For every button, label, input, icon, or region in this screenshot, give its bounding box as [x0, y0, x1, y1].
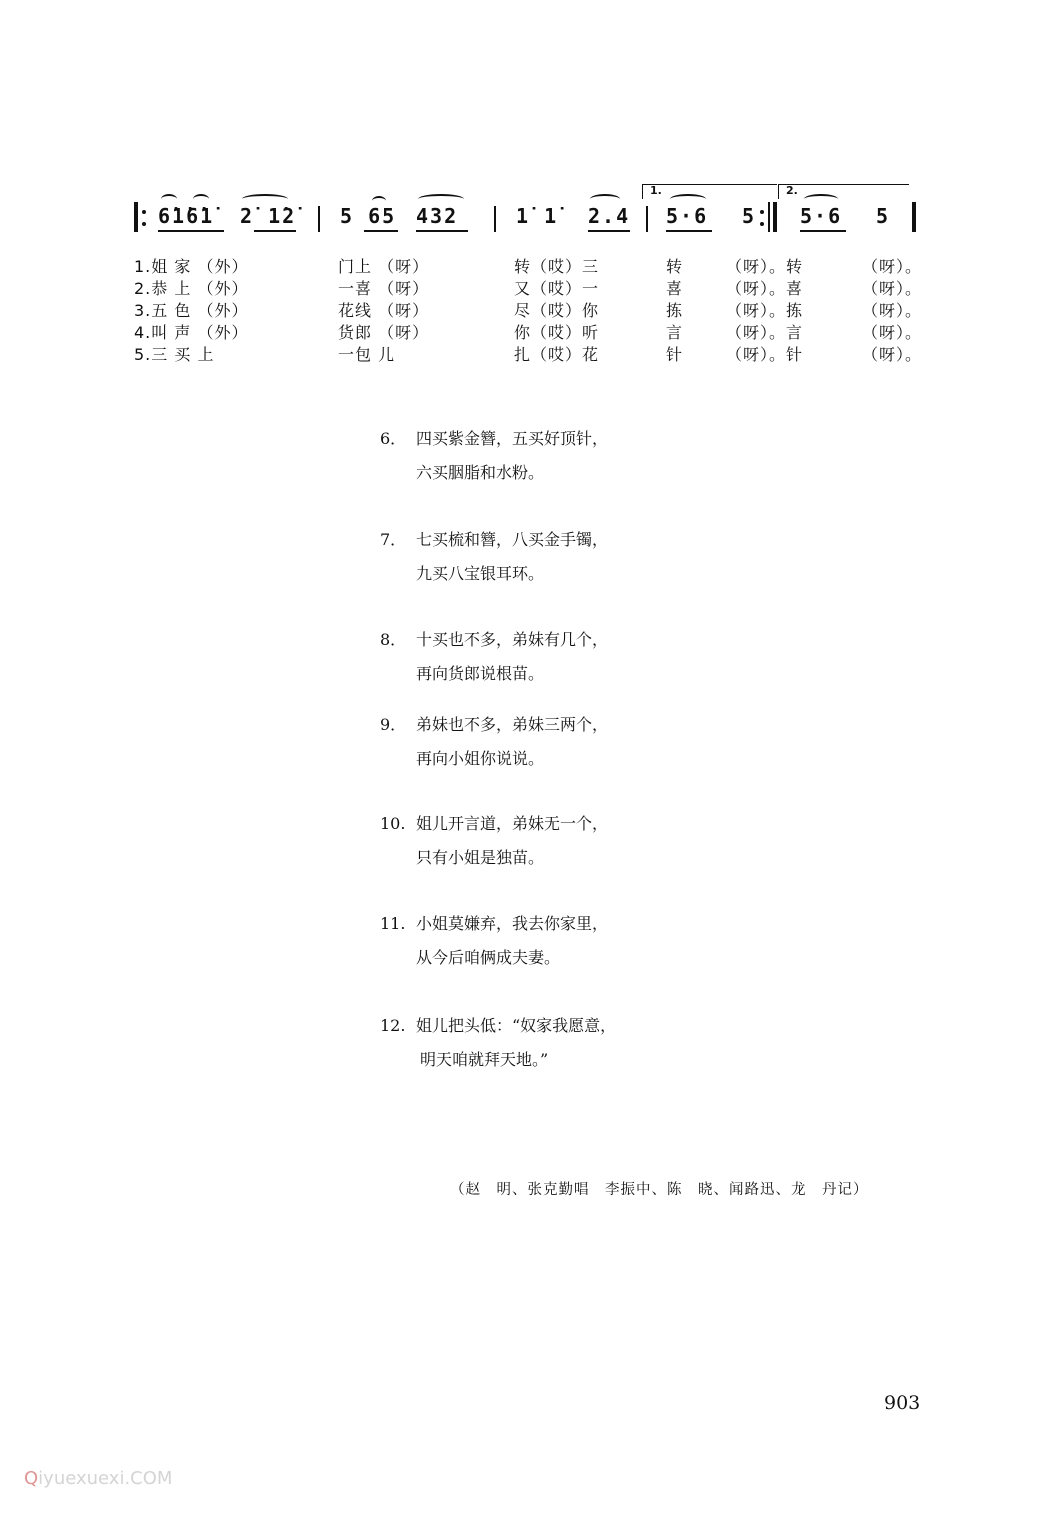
verse-8: [380, 627, 609, 683]
slur: [670, 194, 706, 204]
barline: [494, 206, 496, 232]
score-staff: [130, 160, 930, 250]
verse-9: [380, 712, 609, 768]
verse-number: 7．: [380, 530, 407, 549]
barline: [646, 206, 648, 232]
verse-line: 再向小姐你说说。: [416, 749, 545, 768]
verse-6: [380, 426, 609, 482]
verse-line: 六买胭脂和水粉。: [416, 463, 545, 482]
verse-number: 6．: [380, 429, 407, 448]
repeat-start-barline: [134, 202, 138, 232]
beam-underline: [416, 230, 468, 232]
performer-credit: （赵 明、张克勤唱 李振中、陈 晓、闻路迅、龙 丹记）: [450, 1182, 869, 1198]
lyric-cell: 转: [666, 257, 684, 276]
measure-4-notes-b: 5: [742, 204, 757, 228]
measure-4-notes-a: 5·6: [666, 204, 709, 228]
verse-line: 姐儿开言道，弟妹无一个，: [416, 814, 609, 833]
lyric-cell: 又（哎）一: [514, 279, 600, 298]
lyric-cell: （呀）。转: [726, 257, 804, 276]
lyric-cell: 1.姐 家 （外）: [134, 257, 249, 276]
lyric-cell: 一喜 （呀）: [338, 279, 430, 298]
lyric-cell: （呀）。: [862, 345, 923, 364]
measure-1-notes-b: 2̇ 1̇2̇: [240, 204, 297, 228]
lyric-cell: 拣: [666, 301, 684, 320]
measure-2-notes-b: 432: [416, 204, 459, 228]
verse-7: [380, 527, 609, 583]
repeat-dot: [760, 210, 764, 214]
lyric-cell: （呀）。: [862, 279, 923, 298]
watermark-text: iyuexuexi.COM: [38, 1468, 173, 1489]
verse-line: 再向货郎说根苗。: [416, 664, 545, 683]
lyric-cell: 花线 （呀）: [338, 301, 430, 320]
verse-line: 四买紫金簪，五买好顶针，: [416, 429, 609, 448]
slur: [804, 194, 838, 204]
lyric-cell: 尽（哎）你: [514, 301, 600, 320]
measure-3-notes-a: 1̇ 1̇: [516, 204, 559, 228]
beam-underline: [364, 230, 398, 232]
final-barline: [912, 202, 916, 232]
beam-underline: [158, 230, 224, 232]
lyric-cell: 转（哎）三: [514, 257, 600, 276]
verse-line: 明天咱就拜天地。”: [420, 1050, 549, 1069]
lyric-cell: 货郎 （呀）: [338, 323, 430, 342]
verse-number: 10.: [380, 814, 406, 833]
lyric-cell: 扎（哎）花: [514, 345, 600, 364]
lyric-cell: 5.三 买 上: [134, 345, 215, 364]
lyric-cell: 4.叫 声 （外）: [134, 323, 249, 342]
watermark-prefix: Q: [24, 1468, 39, 1489]
lyric-cell: 2.恭 上 （外）: [134, 279, 249, 298]
verse-11: [380, 911, 609, 967]
verse-line: 七买梳和簪，八买金手镯，: [416, 530, 609, 549]
slur: [418, 194, 464, 204]
barline: [318, 206, 320, 232]
site-watermark[interactable]: [24, 1468, 172, 1489]
lyric-cell: 你（哎）听: [514, 323, 600, 342]
measure-5-notes-a: 5·6: [800, 204, 843, 228]
verse-12: [380, 1013, 617, 1069]
measure-5-notes-b: 5: [876, 204, 891, 228]
verse-line: 姐儿把头低：“奴家我愿意，: [416, 1016, 617, 1035]
verse-10: [380, 811, 609, 867]
slur: [242, 194, 288, 204]
beam-underline: [254, 230, 296, 232]
lyric-cell: 言: [666, 323, 684, 342]
measure-2-notes-a: 5 65: [340, 204, 397, 228]
lyric-cell: （呀）。针: [726, 345, 804, 364]
lyric-cell: （呀）。拣: [726, 301, 804, 320]
volta-1-label: 1.: [650, 184, 662, 197]
lyric-cell: （呀）。言: [726, 323, 804, 342]
lyric-cell: 针: [666, 345, 684, 364]
measure-3-notes-b: 2.4: [588, 204, 631, 228]
lyric-cell: （呀）。: [862, 257, 923, 276]
slur: [193, 194, 209, 204]
repeat-dot: [142, 210, 146, 214]
volta-first-ending: [642, 184, 777, 199]
lyric-cell: 喜: [666, 279, 684, 298]
beam-underline: [588, 230, 630, 232]
repeat-dot: [760, 222, 764, 226]
verse-line: 小姐莫嫌弃，我去你家里，: [416, 914, 609, 933]
measure-1-notes-a: 6̇1̇6̇1̇: [158, 204, 215, 228]
lyric-cell: （呀）。喜: [726, 279, 804, 298]
beam-underline: [666, 230, 712, 232]
repeat-dot: [142, 222, 146, 226]
verse-number: 8．: [380, 630, 407, 649]
verse-line: 十买也不多，弟妹有几个，: [416, 630, 609, 649]
beam-underline: [800, 230, 846, 232]
slur: [161, 194, 177, 204]
verse-number: 12.: [380, 1016, 406, 1035]
verse-line: 只有小姐是独苗。: [416, 848, 545, 867]
verse-line: 九买八宝银耳环。: [416, 564, 545, 583]
barline: [768, 202, 770, 232]
verse-line: 从今后咱俩成夫妻。: [416, 948, 561, 967]
lyric-cell: （呀）。: [862, 301, 923, 320]
page-number: 903: [884, 1392, 921, 1414]
verse-line: 弟妹也不多，弟妹三两个，: [416, 715, 609, 734]
lyric-cell: 一包 儿: [338, 345, 396, 364]
lyric-cell: 门上 （呀）: [338, 257, 430, 276]
slur: [590, 194, 620, 204]
volta-2-label: 2.: [786, 184, 798, 197]
verse-number: 11.: [380, 914, 406, 933]
repeat-end-barline: [773, 202, 777, 232]
lyric-cell: （呀）。: [862, 323, 923, 342]
lyric-cell: 3.五 色 （外）: [134, 301, 249, 320]
verse-number: 9．: [380, 715, 407, 734]
